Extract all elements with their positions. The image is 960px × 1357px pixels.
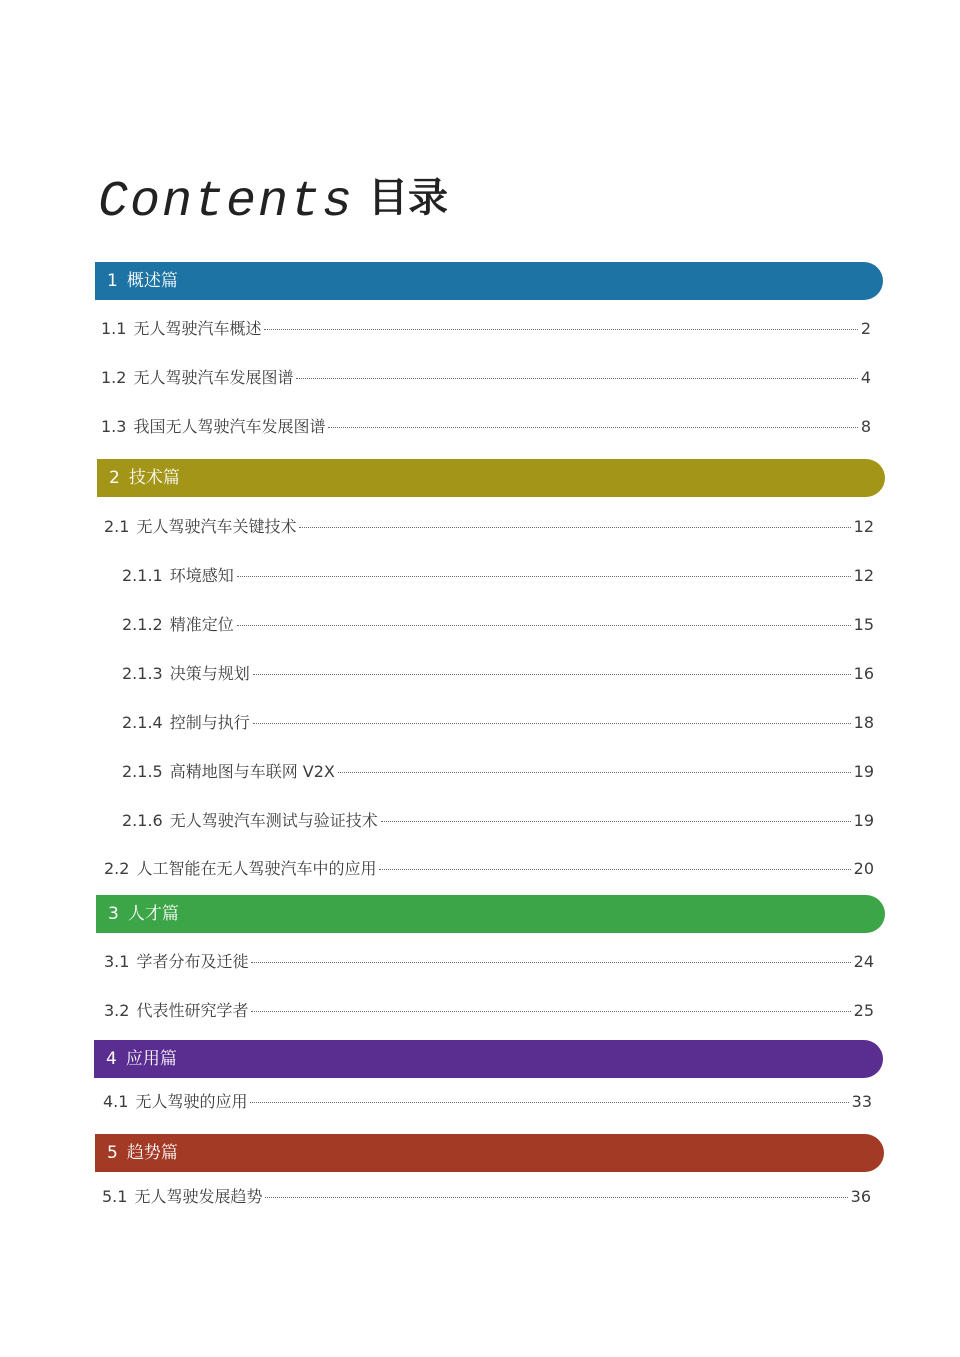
toc-entry[interactable] — [122, 614, 874, 636]
entry-number: 4.1 — [103, 1092, 129, 1111]
page-number: 8 — [860, 417, 871, 436]
page-number: 4 — [860, 368, 871, 387]
entry-title: 决策与规划 — [169, 664, 250, 683]
entry-title: 无人驾驶汽车测试与验证技术 — [169, 811, 378, 830]
section-number: 5 — [107, 1143, 118, 1163]
page-number: 12 — [853, 517, 874, 536]
entry-number: 2.2 — [104, 859, 130, 878]
dot-leader — [338, 772, 851, 773]
dot-leader — [299, 527, 850, 528]
section-number: 2 — [109, 468, 120, 488]
entry-title: 控制与执行 — [169, 713, 250, 732]
entry-number: 2.1.6 — [122, 811, 163, 830]
entry-number: 3.2 — [104, 1001, 130, 1020]
section-title: 概述篇 — [126, 271, 178, 291]
page-number: 25 — [853, 1001, 874, 1020]
entry-title: 高精地图与车联网 V2X — [169, 762, 335, 781]
entry-number: 3.1 — [104, 952, 130, 971]
toc-entry[interactable] — [103, 1091, 872, 1113]
dot-leader — [251, 962, 850, 963]
entry-number: 1.2 — [101, 368, 127, 387]
entry-title: 代表性研究学者 — [136, 1001, 249, 1020]
section-title: 趋势篇 — [126, 1143, 178, 1163]
page-number: 19 — [853, 811, 874, 830]
entry-title: 无人驾驶的应用 — [135, 1092, 248, 1111]
toc-entry[interactable] — [104, 1000, 874, 1022]
entry-number: 2.1.4 — [122, 713, 163, 732]
dot-leader — [328, 427, 857, 428]
entry-number: 2.1 — [104, 517, 130, 536]
section-number: 3 — [108, 904, 119, 924]
dot-leader — [379, 869, 850, 870]
section-title: 应用篇 — [125, 1049, 177, 1069]
entry-title: 我国无人驾驶汽车发展图谱 — [133, 417, 326, 436]
entry-number: 1.1 — [101, 319, 127, 338]
page-number: 24 — [853, 952, 874, 971]
section-bar-talent[interactable] — [96, 895, 885, 933]
section-bar-application[interactable] — [94, 1040, 883, 1078]
section-title: 人才篇 — [127, 904, 179, 924]
toc-entry[interactable] — [102, 1186, 871, 1208]
toc-entry[interactable] — [104, 516, 874, 538]
toc-entry[interactable] — [101, 367, 871, 389]
toc-entry[interactable] — [101, 416, 871, 438]
page-number: 18 — [853, 713, 874, 732]
entry-title: 无人驾驶汽车发展图谱 — [133, 368, 294, 387]
entry-title: 人工智能在无人驾驶汽车中的应用 — [136, 859, 377, 878]
entry-title: 环境感知 — [169, 566, 234, 585]
toc-entry[interactable] — [101, 318, 871, 340]
entry-title: 无人驾驶发展趋势 — [134, 1187, 263, 1206]
entry-number: 2.1.3 — [122, 664, 163, 683]
dot-leader — [237, 625, 851, 626]
entry-title: 精准定位 — [169, 615, 234, 634]
page-number: 33 — [851, 1092, 872, 1111]
section-number: 1 — [107, 271, 118, 291]
toc-entry[interactable] — [104, 951, 874, 973]
section-number: 4 — [106, 1049, 117, 1069]
toc-entry[interactable] — [122, 761, 874, 783]
page-number: 15 — [853, 615, 874, 634]
section-bar-trends[interactable] — [95, 1134, 884, 1172]
toc-entry[interactable] — [122, 712, 874, 734]
dot-leader — [237, 576, 851, 577]
entry-number: 5.1 — [102, 1187, 128, 1206]
title-chinese: 目录 — [368, 175, 449, 221]
dot-leader — [296, 378, 857, 379]
page-number: 36 — [850, 1187, 871, 1206]
page-title — [98, 168, 448, 233]
page-number: 16 — [853, 664, 874, 683]
page-number: 20 — [853, 859, 874, 878]
dot-leader — [381, 821, 851, 822]
dot-leader — [253, 723, 851, 724]
entry-number: 2.1.5 — [122, 762, 163, 781]
dot-leader — [251, 1011, 850, 1012]
toc-entry[interactable] — [104, 858, 874, 880]
entry-number: 1.3 — [101, 417, 127, 436]
dot-leader — [250, 1102, 848, 1103]
title-english: Contents — [98, 174, 355, 231]
entry-number: 2.1.1 — [122, 566, 163, 585]
page-number: 19 — [853, 762, 874, 781]
page-number: 2 — [860, 319, 871, 338]
section-title: 技术篇 — [128, 468, 180, 488]
entry-title: 无人驾驶汽车关键技术 — [136, 517, 297, 536]
dot-leader — [253, 674, 851, 675]
toc-entry[interactable] — [122, 663, 874, 685]
section-bar-technology[interactable] — [97, 459, 885, 497]
section-bar-overview[interactable] — [95, 262, 883, 300]
page-number: 12 — [853, 566, 874, 585]
dot-leader — [264, 329, 857, 330]
entry-title: 学者分布及迁徙 — [136, 952, 249, 971]
toc-entry[interactable] — [122, 565, 874, 587]
dot-leader — [265, 1197, 847, 1198]
toc-entry[interactable] — [122, 810, 874, 832]
entry-number: 2.1.2 — [122, 615, 163, 634]
entry-title: 无人驾驶汽车概述 — [133, 319, 262, 338]
